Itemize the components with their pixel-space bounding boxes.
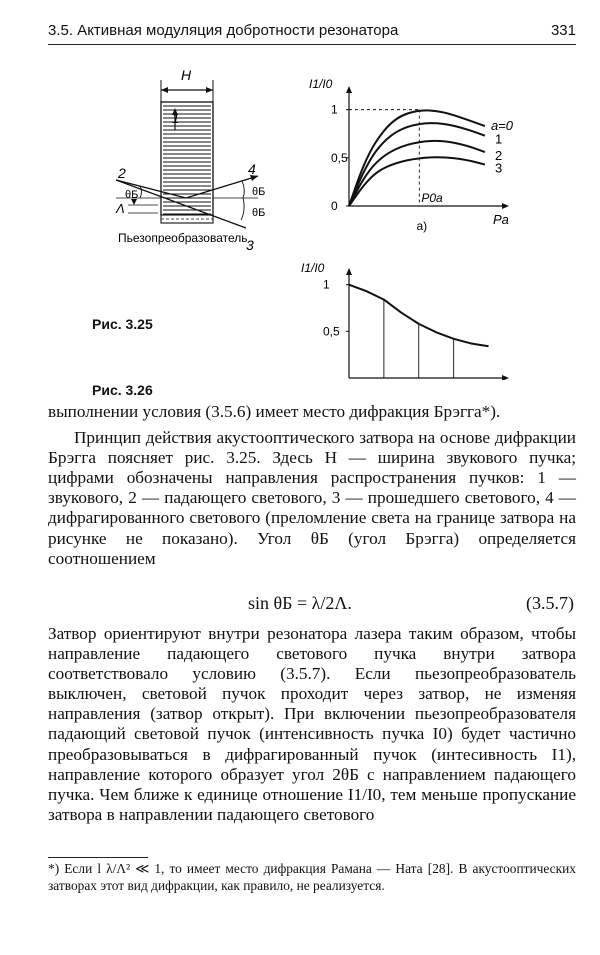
chart-a-panel-label: а) <box>416 219 428 233</box>
beam-label-1: 1 <box>172 111 180 126</box>
section-title: 3.5. Активная модуляция добротности резонатора <box>48 22 399 39</box>
header-rule <box>48 44 576 45</box>
chart-a-ylabel: I1/I0 <box>309 77 333 91</box>
lambda-label: Λ <box>116 201 125 216</box>
chart-a-y-arrow-icon <box>346 86 352 93</box>
running-header <box>48 20 576 42</box>
transducer-label: Пьезопреобразователь <box>118 231 248 245</box>
chart-a-ytick-label: 0,5 <box>331 150 348 165</box>
equation-expression: sin θБ = λ/2Λ. <box>248 593 352 613</box>
angle-label-left: θБ <box>125 189 139 201</box>
chart-b-ylabel: I1/I0 <box>301 261 325 275</box>
figure-3-26a-chart <box>0 50 600 380</box>
chart-a-series-line <box>349 157 485 206</box>
angle-label-right-top: θБ <box>252 186 266 198</box>
footnote: *) Если l λ/Λ² ≪ 1, то имеет место дифракция Рамана — Ната [28]. В акустооптических затворах этот вид дифракции, как правило, не реализуется. <box>48 861 576 893</box>
equation-3-5-7 <box>48 593 576 617</box>
chart-b-y-arrow-icon <box>346 268 352 275</box>
paragraph-1: выполнении условия (3.5.6) имеет место дифракция Брэгга*). <box>48 402 501 421</box>
chart-a-series-label: 3 <box>494 160 503 176</box>
chart-a-series-label: a=0 <box>490 118 513 134</box>
chart-a-ytick-label: 1 <box>331 102 338 117</box>
chart-b-ytick-label: 1 <box>323 277 330 292</box>
paragraph-3: Затвор ориентируют внутри резонатора лазера таким образом, чтобы направление падающего светового пучка внутри затвора соответствовало условию (3.5.7). Если пьезопреобразователь выключен, световой пучок проходит через затвор, не изменяя направления (затвор открыт). При включении пьезопреобразователя падающий световой пучок (интенсивность пучка I0) будет частично преобразовываться в дифрагированный пучок (интесивность I1), направление которого образует угол 2θБ с направлением падающего пучка. Чем ближе к единице отношение I1/I0, тем меньше пропускание затвора в направлении падающего светового <box>48 624 576 824</box>
chart-b-x-arrow-icon <box>502 375 509 380</box>
chart-a-series-line <box>349 123 485 206</box>
chart-a-series-label: 1 <box>494 131 503 147</box>
beam-label-2: 2 <box>118 165 126 181</box>
chart-b-ytick-label: 0,5 <box>323 324 340 339</box>
chart-a-x-arrow-icon <box>502 203 509 209</box>
page-number: 331 <box>550 22 576 39</box>
figures-area <box>0 50 600 380</box>
footnote-rule <box>48 857 148 858</box>
chart-a-series-label: 2 <box>494 148 503 164</box>
chart-a-series-line <box>349 141 485 206</box>
chart-a-xlabel: Pa <box>493 212 509 227</box>
figure-3-25-caption: Рис. 3.25 <box>92 316 153 332</box>
beam-label-3: 3 <box>246 237 254 253</box>
angle-label-right-bottom: θБ <box>252 207 266 219</box>
chart-a-ytick-label: 0 <box>331 199 338 213</box>
h-label: H <box>181 67 192 83</box>
beam-label-4: 4 <box>248 161 256 177</box>
chart-a-x-marker: P0a <box>421 191 443 205</box>
paragraph-2: Принцип действия акустооптического затвора на основе дифракции Брэгга поясняет рис. 3.25. Здесь H — ширина звукового пучка; цифрами обозначены направления распространения пучков: 1 — звукового, 2 — падающего светового, 3 — прошедшего светового, 4 — дифрагированного светового (преломление света на границе затвора на рисунке не показано). Угол θБ (угол Брэгга) определяется соотношением <box>48 428 576 568</box>
body-text-continued <box>48 624 576 825</box>
equation-number: (3.5.7) <box>526 593 574 613</box>
figure-3-26-caption: Рис. 3.26 <box>92 382 153 398</box>
body-text <box>48 402 576 569</box>
